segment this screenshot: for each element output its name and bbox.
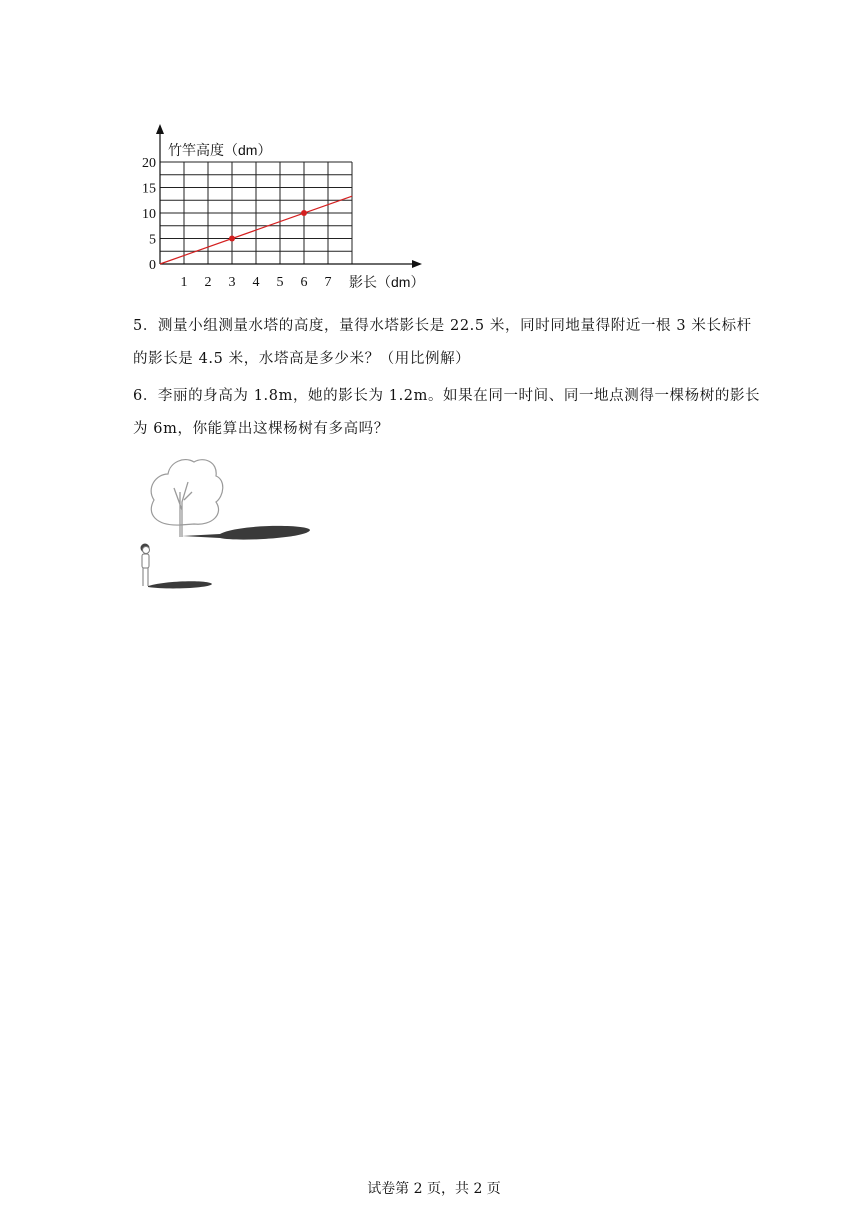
x-axis-label: 影长（dm） [349,274,425,290]
tree-shadow-icon [182,526,310,540]
proportion-chart [120,118,440,298]
y-axis-label: 竹竿高度（dm） [168,142,272,158]
question-6-line-2: 为 6m，你能算出这棵杨树有多高吗？ [133,421,389,437]
question-5-line-2: 的影长是 4.5 米，水塔高是多少米？（用比例解） [133,351,471,367]
x-axis-arrow-icon [412,260,422,268]
x-tick-label: 5 [276,275,284,290]
y-axis-arrow-icon [156,124,164,134]
data-point [229,236,235,242]
x-tick-label: 2 [204,275,212,290]
x-tick-label: 6 [300,275,308,290]
y-tick-label: 5 [149,232,156,248]
girl-shadow-icon [148,581,212,588]
y-tick-label: 10 [142,207,156,222]
y-tick-label: 20 [142,156,156,171]
tree-and-girl-illustration [128,452,328,597]
x-tick-label: 4 [252,275,260,290]
tree-crown-icon [151,460,223,525]
y-tick-label: 0 [149,258,156,273]
question-5-line-1: 5．测量小组测量水塔的高度，量得水塔影长是 22.5 米，同时同地量得附近一根 3 米长标杆 [133,318,752,334]
question-6-line-1: 6．李丽的身高为 1.8m，她的影长为 1.2m。如果在同一时间、同一地点测得一棵杨树的影长 [133,388,761,404]
chart-ticks [142,156,332,290]
x-tick-label: 1 [180,275,188,290]
page-footer: 试卷第 2 页，共 2 页 [367,1181,501,1197]
y-tick-label: 15 [142,181,156,197]
data-point [301,210,307,216]
girl-icon [141,544,150,587]
chart-grid [160,162,352,264]
x-tick-label: 7 [324,275,332,290]
x-tick-label: 3 [228,275,236,290]
